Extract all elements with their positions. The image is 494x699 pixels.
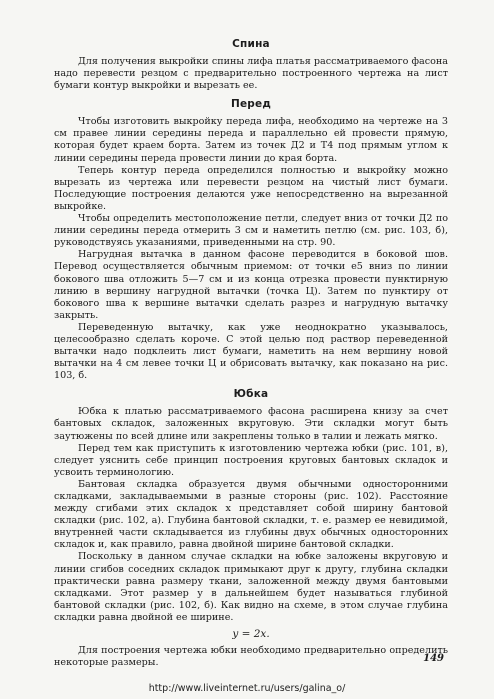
paragraph: Юбка к платью рассматриваемого фасона расширена книзу за счет бантовых складок, заложенных вкруговую. Эти складки могут быть заутюжены по всей длине или закреплены только в талии и лежать мягко. xyxy=(54,406,448,442)
heading-yubka: Юбка xyxy=(233,388,269,401)
heading-pered: Перед xyxy=(230,98,272,111)
paragraph: Переведенную вытачку, как уже неоднократно указывалось, целесообразно сделать короче. С этой целью под раствор переведенной вытачки надо подклеить лист бумаги, наметить на нем вершину новой вытачки на 4 см левее точки Ц и обрисовать вытачку, как показано на рис. 103, б. xyxy=(54,321,448,382)
paragraph: Нагрудная вытачка в данном фасоне переводится в боковой шов. Перевод осуществляется обычным приемом: от точки е5 вниз по линии бокового шва отложить 5—7 см и из конца отрезка провести пунктирную линию в вершину нагрудной вытачки (точка Ц). Затем по пунктиру от бокового шва к вершине вытачки сделать разрез и нагрудную вытачку закрыть. xyxy=(54,249,448,321)
paragraph: Перед тем как приступить к изготовлению чертежа юбки (рис. 101, в), следует уяснить себе принцип построения круговых бантовых складок и усвоить терминологию. xyxy=(54,442,448,478)
paragraph: Для построения чертежа юбки необходимо предварительно определить некоторые размеры. xyxy=(54,645,448,669)
paragraph: Бантовая складка образуется двумя обычными односторонними складками, закладываемыми в разные стороны (рис. 102). Расстояние между сгибами этих складок x представляет собой ширину бантовой складки (рис. 102, а). Глубина бантовой складки, т. е. размер ее невидимой, внутренней части складывается из глубины двух обычных односторонних складок и, как правило, равна двойной ширине бантовой складки. xyxy=(54,478,448,551)
footer-url[interactable]: http://www.liveinternet.ru/users/galina_o/ xyxy=(148,683,346,694)
paragraph: Чтобы определить местоположение петли, следует вниз от точки Д2 по линии середины переда отмерить 3 см и наметить петлю (см. рис. 103, б), руководствуясь указаниями, приведенными на стр. 90. xyxy=(54,213,448,249)
heading-spina: Спина xyxy=(232,38,270,50)
paragraph: Для получения выкройки спины лифа платья рассматриваемого фасона надо перевести резцом с предварительно построенного чертежа на лист бумаги контур выкройки и вырезать ее. xyxy=(54,56,448,92)
paragraph: Теперь контур переда определился полностью и выкройку можно вырезать из чертежа или перевести резцом на чистый лист бумаги. Последующие построения делаются уже непосредственно на вырезанной выкройке. xyxy=(54,164,448,212)
page-content xyxy=(54,38,448,669)
paragraph: Чтобы изготовить выкройку переда лифа, необходимо на чертеже на 3 см правее линии середины переда и параллельно ей провести прямую, которая будет краем борта. Затем из точек Д2 и Т4 под прямым углом к линии середины переда провести линии до края борта. xyxy=(54,116,448,164)
formula: y = 2x. xyxy=(232,628,270,641)
page-number: 149 xyxy=(423,653,444,664)
paragraph: Поскольку в данном случае складки на юбке заложены вкруговую и линии сгибов соседних складок примыкают друг к другу, глубина складки практически равна размеру ткани, заложенной между двумя бантовыми складками. Этот размер y в дальнейшем будет называться глубиной бантовой складки (рис. 102, б). Как видно на схеме, в этом случае глубина складки равна двойной ее ширине. xyxy=(54,551,448,623)
